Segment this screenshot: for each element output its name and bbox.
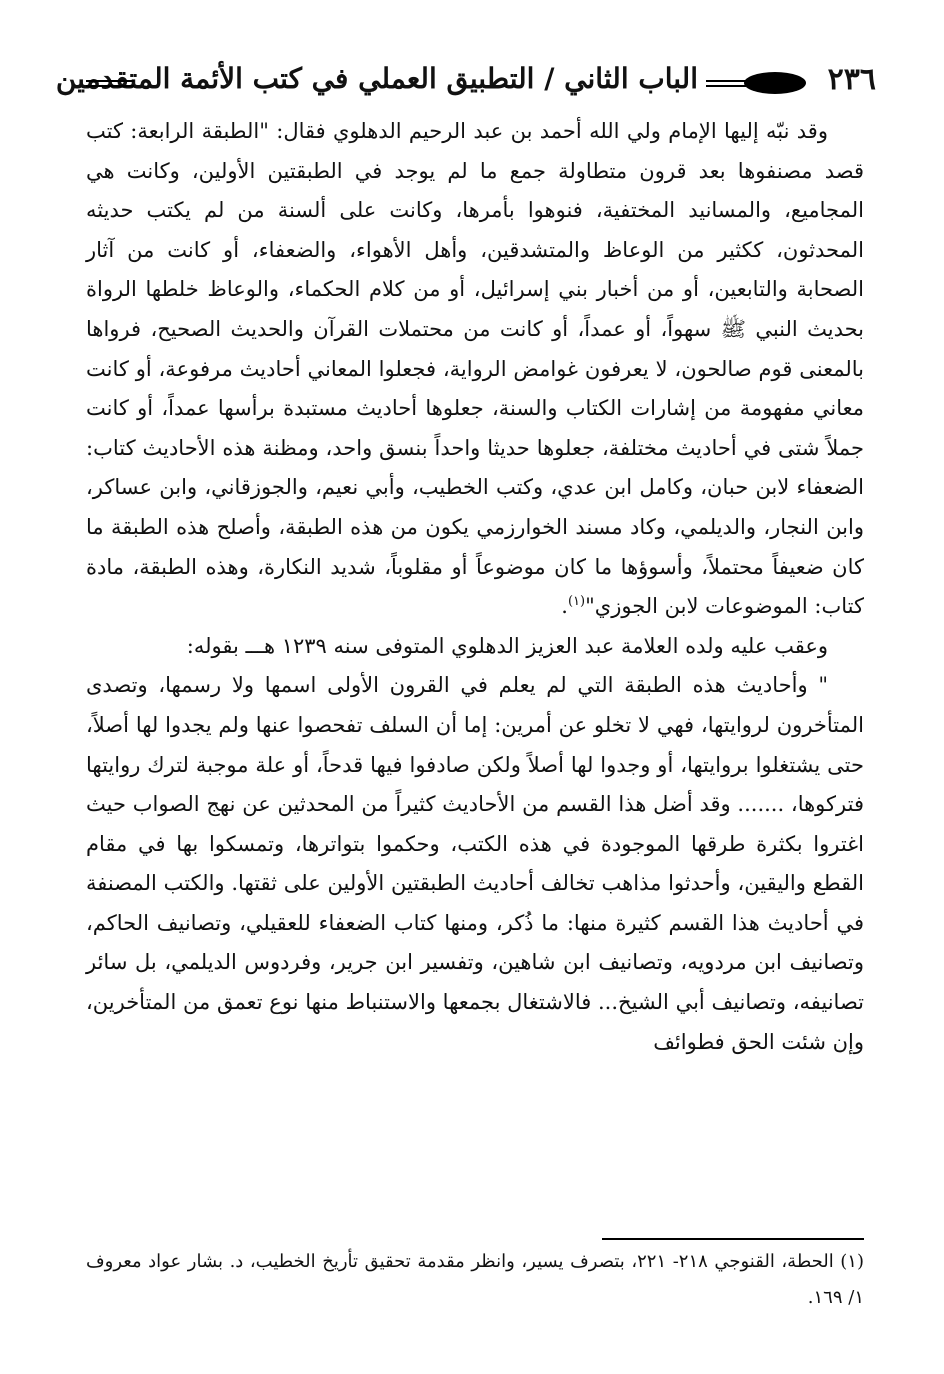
header-rule-right <box>706 80 746 87</box>
header-ornament <box>744 72 806 94</box>
paragraph-text: وعقب عليه ولده العلامة عبد العزيز الدهلوي المتوفى سنه ١٢٣٩ هـــ بقوله: <box>186 633 828 658</box>
paragraph <box>86 112 864 627</box>
footnote-divider <box>602 1238 864 1240</box>
footnote-reference[interactable]: (١) <box>567 594 586 610</box>
header-rule-left <box>86 80 134 87</box>
paragraph <box>86 627 864 667</box>
footnotes <box>86 1244 864 1316</box>
paragraph-text: وقد نبّه إليها الإمام ولي الله أحمد بن عبد الرحيم الدهلوي فقال: "الطبقة الرابعة: كتب قصد مصنفوها بعد قرون متطاولة جمع ما لم يوجد في الطبقتين الأولين، وكانت هي المجاميع، والمسانيد المختفية، فنوهوا بأمرها، وكانت على ألسنة من لم يكتب حديثه المحدثون، ككثير من الوعاظ والمتشدقين، وأهل الأهواء، والضعفاء، أو كانت من آثار الصحابة والتابعين، أو من أخبار بني إسرائيل، أو من كلام الحكماء، والوعاظ خلطها الرواة بحديث النبي ﷺ سهواً، أو عمداً، أو كانت من محتملات القرآن والحديث الصحيح، فرواها بالمعنى قوم صالحون، لا يعرفون غوامض الرواية، فجعلوا المعاني أحاديث مرفوعة، أو كانت معاني مفهومة من إشارات الكتاب والسنة، جعلوها أحاديث مستبدة برأسها عمداً، أو كانت جملاً شتى في أحاديث مختلفة، جعلوها حديثا واحداً بنسق واحد، ومظنة هذه الأحاديث كتاب: الضعفاء لابن حبان، وكامل ابن عدي، وكتب الخطيب، وأبي نعيم، والجوزقاني، وابن عساكر، وابن النجار، والديلمي، وكاد مسند الخوارزمي يكون من هذه الطبقة، وأصلح هذه الطبقة ما كان ضعيفاً محتملاً، وأسوؤها ما كان موضوعاً أو مقلوباً، شديد النكارة، وهذه الطبقة، مادة كتاب: الموضوعات لابن الجوزي" <box>86 119 864 619</box>
page-header <box>55 58 876 108</box>
running-title: الباب الثاني / التطبيق العملي في كتب الأئمة المتقدمين <box>55 62 698 95</box>
body-text <box>86 112 864 1062</box>
paragraph <box>86 666 864 1062</box>
paragraph-text: " وأحاديث هذه الطبقة التي لم يعلم في القرون الأولى اسمها ولا رسمها، وتصدى المتأخرون لروايتها، فهي لا تخلو عن أمرين: إما أن السلف تفحصوا عنها ولم يجدوا لها أصلاً، حتى يشتغلوا بروايتها، أو وجدوا لها أصلاً ولكن صادفوا فيها قدحاً، أو علة موجبة لترك روايتها فتركوها، ....... وقد أضل هذا القسم من الأحاديث كثيراً من المحدثين عن نهج الصواب حيث اغتروا بكثرة طرقها الموجودة في هذه الكتب، وحكموا بتواترها، وتمسكوا بها في مقام القطع واليقين، وأحدثوا مذاهب تخالف أحاديث الطبقتين الأولين على ثقتها. والكتب المصنفة في أحاديث هذا القسم كثيرة منها: ما ذُكر، ومنها كتاب الضعفاء للعقيلي، وتصانيف الحاكم، وتصانيف ابن مردويه، وتصانيف ابن شاهين، وتفسير ابن جرير، وفردوس الديلمي، بل سائر تصانيفه، وتصانيف أبي الشيخ... فالاشتغال بجمعها والاستنباط منها نوع تعمق من المتأخرين، وإن شئت الحق فطوائف <box>86 673 864 1054</box>
paragraph-text-end: . <box>561 594 568 619</box>
footnote: (١) الحطة، القنوجي ٢١٨- ٢٢١، بتصرف يسير، وانظر مقدمة تحقيق تأريخ الخطيب، د. بشار عواد معروف ١/ ١٦٩. <box>86 1251 864 1308</box>
page-number: ٢٣٦ <box>827 62 876 97</box>
